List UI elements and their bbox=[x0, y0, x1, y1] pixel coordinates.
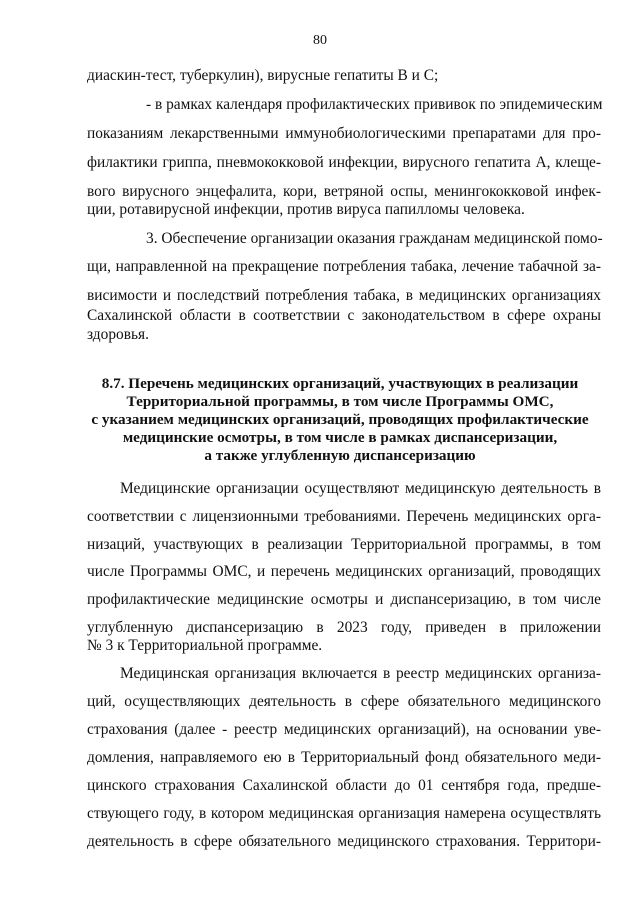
text-line: числе Программы ОМС, и перечень медицинских организаций, проводящих bbox=[87, 563, 601, 580]
section-heading-line: медицинские осмотры, в том числе в рамках диспансеризации, bbox=[122, 429, 558, 446]
section-heading-line: а также углубленную диспансеризацию bbox=[204, 447, 476, 464]
text-line: показаниям лекарственными иммунобиологическими препаратами для про- bbox=[87, 125, 601, 142]
text-line: филактики гриппа, пневмококковой инфекции, вирусного гепатита А, клеще- bbox=[87, 154, 601, 171]
text-line: цинского страхования Сахалинской области до 01 сентября года, предше- bbox=[87, 777, 601, 794]
text-line: деятельность в сфере обязательного медицинского страхования. Территори- bbox=[87, 833, 601, 850]
section-heading-line: с указанием медицинских организаций, проводящих профилактические bbox=[91, 411, 589, 428]
text-line: Сахалинской области в соответствии с законодательством в сфере охраны bbox=[87, 307, 601, 324]
text-line: № 3 к Территориальной программе. bbox=[87, 637, 323, 654]
text-line: углубленную диспансеризацию в 2023 году, приведен в приложении bbox=[87, 619, 601, 636]
text-line: диаскин-тест, туберкулин), вирусные гепатиты В и С; bbox=[87, 67, 439, 84]
text-line: вого вирусного энцефалита, кори, ветряной оспы, менингококковой инфек- bbox=[87, 183, 601, 200]
text-line: ции, ротавирусной инфекции, против вируса папилломы человека. bbox=[87, 201, 525, 218]
text-line: 3. Обеспечение организации оказания гражданам медицинской помо- bbox=[146, 230, 603, 247]
text-line: ствующего году, в котором медицинская организация намерена осуществлять bbox=[87, 805, 601, 822]
text-line: ций, осуществляющих деятельность в сфере обязательного медицинского bbox=[87, 693, 601, 710]
section-heading-line: Территориальной программы, в том числе Программы ОМС, bbox=[126, 393, 554, 410]
page-number: 80 bbox=[313, 33, 327, 48]
text-line: - в рамках календаря профилактических прививок по эпидемическим bbox=[146, 96, 603, 113]
text-line: висимости и последствий потребления табака, в медицинских организациях bbox=[87, 287, 601, 304]
text-line: щи, направленной на прекращение потребления табака, лечение табачной за- bbox=[87, 258, 601, 275]
text-line: Медицинские организации осуществляют медицинскую деятельность в bbox=[120, 480, 601, 497]
text-line: страхования (далее - реестр медицинских организаций), на основании уве- bbox=[87, 721, 601, 738]
section-heading-line: 8.7. Перечень медицинских организаций, участвующих в реализации bbox=[101, 375, 579, 392]
text-line: низаций, участвующих в реализации Территориальной программы, в том bbox=[87, 536, 601, 553]
text-line: профилактические медицинские осмотры и диспансеризацию, в том числе bbox=[87, 591, 601, 608]
text-line: здоровья. bbox=[87, 326, 149, 343]
text-line: соответствии с лицензионными требованиями. Перечень медицинских орга- bbox=[87, 508, 601, 525]
text-line: домления, направляемого ею в Территориальный фонд обязательного меди- bbox=[87, 749, 601, 766]
text-line: Медицинская организация включается в реестр медицинских организа- bbox=[120, 665, 601, 682]
